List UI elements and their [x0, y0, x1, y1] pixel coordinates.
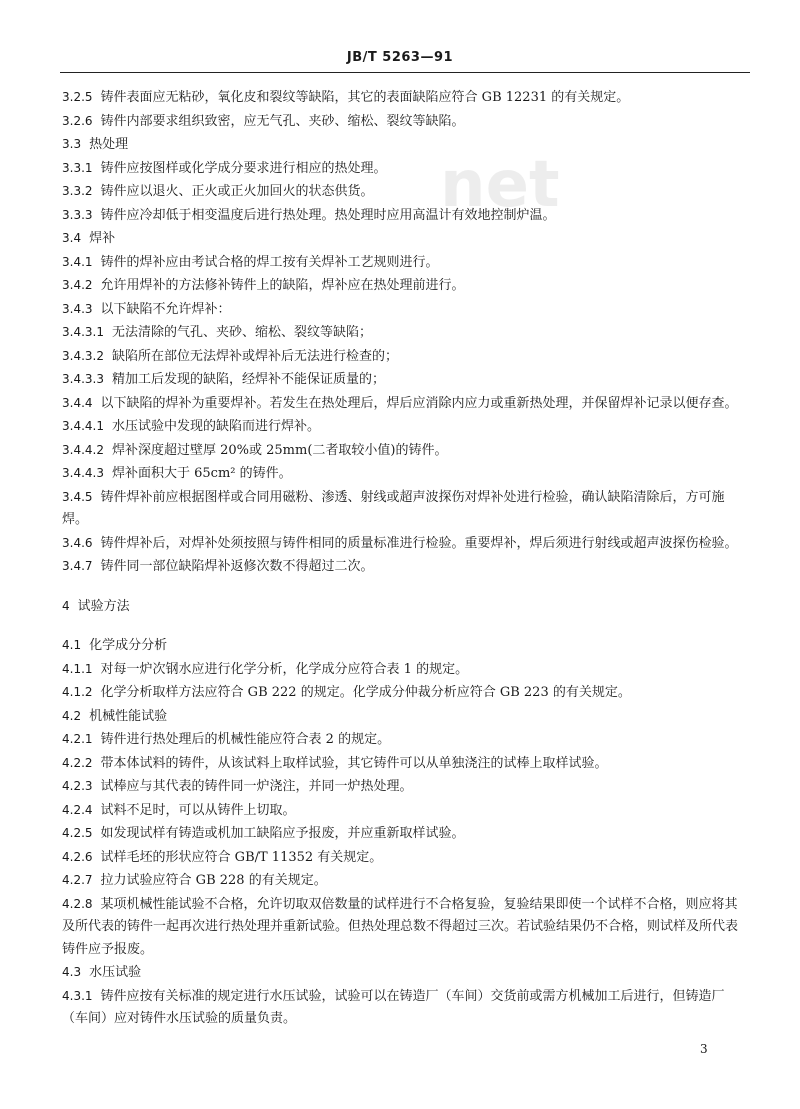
clause-paragraph: [62, 133, 750, 157]
clause-number: 4.3: [62, 965, 82, 979]
clause-number: 3.3: [62, 137, 82, 151]
clause-text: 焊补深度超过壁厚 20%或 25mm(二者取较小值)的铸件。: [111, 442, 448, 458]
clause-paragraph: [62, 462, 750, 486]
page-number: 3: [700, 1042, 708, 1056]
clause-text: 机械性能试验: [89, 708, 168, 724]
clause-paragraph: [62, 86, 750, 110]
clause-number: 3.4.2: [62, 278, 93, 292]
clause-number: 3.4.4.3: [62, 466, 104, 480]
clause-paragraph: [62, 298, 750, 322]
clause-paragraph: [62, 251, 750, 275]
clause-text: 铸件同一部位缺陷焊补返修次数不得超过二次。: [100, 559, 374, 574]
clause-paragraph: [62, 321, 750, 345]
clause-paragraph: [62, 705, 750, 729]
clause-number: 3.4.3.2: [62, 348, 104, 363]
clause-paragraph: [62, 110, 750, 134]
clause-text: 焊补面积大于 65cm² 的铸件。: [111, 466, 292, 481]
clause-text: 铸件的焊补应由考试合格的焊工按有关焊补工艺规则进行。: [100, 254, 439, 270]
clause-number: 4.2.7: [62, 873, 93, 887]
clause-text: 铸件进行热处理后的机械性能应符合表 2 的规定。: [100, 732, 391, 747]
clause-text: 水压试验: [89, 965, 142, 980]
clause-number: 3.4.5: [62, 489, 93, 504]
clause-text: 铸件应按有关标准的规定进行水压试验，试验可以在铸造厂（车间）交货前或需方机械加工后进行，但铸造厂（车间）应对铸件水压试验的质量负责。: [62, 988, 725, 1026]
header-rule: [60, 72, 750, 73]
clause-number: 3.4.1: [62, 254, 93, 269]
clause-number: 3.4.3.3: [62, 372, 104, 386]
clause-number: 4.3.1: [62, 988, 93, 1003]
clause-paragraph: [62, 728, 750, 752]
clause-paragraph: [62, 345, 750, 369]
clause-number: 4.2: [62, 708, 82, 723]
clause-text: 试棒应与其代表的铸件同一炉浇注，并同一炉热处理。: [100, 779, 413, 794]
clause-number: 3.4.4.2: [62, 442, 104, 457]
clause-paragraph: [62, 658, 750, 682]
clause-paragraph: [62, 392, 750, 416]
clause-number: 4.2.3: [62, 779, 93, 793]
clause-paragraph: [62, 595, 750, 619]
clause-paragraph: [62, 822, 750, 846]
clause-number: 4.2.5: [62, 826, 93, 840]
clause-number: 4: [62, 598, 70, 613]
clause-paragraph: [62, 985, 750, 1031]
clause-number: 3.4.3: [62, 301, 93, 316]
document-body: [62, 86, 750, 1031]
clause-paragraph: [62, 799, 750, 823]
clause-paragraph: [62, 274, 750, 298]
clause-text: 铸件焊补后，对焊补处须按照与铸件相同的质量标准进行检验。重要焊补，焊后须进行射线或超声波探伤检验。: [100, 535, 738, 551]
clause-text: 以下缺陷的焊补为重要焊补。若发生在热处理后，焊后应消除内应力或重新热处理，并保留焊补记录以便存查。: [100, 395, 738, 411]
clause-paragraph: [62, 634, 750, 658]
clause-text: 对每一炉次钢水应进行化学分析，化学成分应符合表 1 的规定。: [100, 661, 469, 677]
clause-number: 3.3.1: [62, 160, 93, 175]
clause-paragraph: [62, 555, 750, 579]
clause-number: 3.3.2: [62, 184, 93, 198]
clause-number: 3.4.6: [62, 535, 93, 550]
standard-code-header: JB/T 5263—91: [346, 50, 454, 65]
clause-paragraph: [62, 180, 750, 204]
section-gap: [62, 618, 750, 634]
clause-paragraph: [62, 846, 750, 870]
clause-text: 铸件应以退火、正火或正火加回火的状态供货。: [100, 184, 374, 199]
clause-number: 3.4.7: [62, 559, 93, 573]
clause-text: 某项机械性能试验不合格，允许切取双倍数量的试样进行不合格复验，复验结果即使一个试样不合格，则应将其及所代表的铸件一起再次进行热处理并重新试验。但热处理总数不得超过三次。若试验结果仍不合格，则试样及所代表铸件应予报废。: [62, 896, 739, 957]
clause-paragraph: [62, 415, 750, 439]
clause-paragraph: [62, 893, 750, 962]
clause-paragraph: [62, 775, 750, 799]
clause-paragraph: [62, 368, 750, 392]
watermark: net: [440, 148, 560, 222]
clause-number: 4.1: [62, 638, 82, 652]
clause-text: 铸件内部要求组织致密，应无气孔、夹砂、缩松、裂纹等缺陷。: [100, 113, 465, 129]
clause-text: 以下缺陷不允许焊补：: [100, 301, 231, 317]
clause-paragraph: [62, 486, 750, 532]
clause-number: 3.2.5: [62, 90, 93, 104]
clause-paragraph: [62, 157, 750, 181]
clause-text: 试验方法: [77, 598, 130, 614]
clause-text: 铸件应冷却低于相变温度后进行热处理。热处理时应用高温计有效地控制炉温。: [100, 207, 556, 223]
clause-text: 化学分析取样方法应符合 GB 222 的规定。化学成分仲裁分析应符合 GB 223 的有关规定。: [100, 685, 631, 700]
section-gap: [62, 579, 750, 595]
clause-text: 无法清除的气孔、夹砂、缩松、裂纹等缺陷；: [111, 325, 372, 340]
clause-text: 铸件焊补前应根据图样或合同用磁粉、渗透、射线或超声波探伤对焊补处进行检验，确认缺陷清除后，方可施焊。: [62, 489, 725, 527]
clause-text: 焊补: [89, 231, 116, 246]
clause-text: 拉力试验应符合 GB 228 的有关规定。: [100, 873, 327, 888]
clause-paragraph: [62, 227, 750, 251]
clause-paragraph: [62, 752, 750, 776]
clause-text: 铸件表面应无粘砂，氧化皮和裂纹等缺陷，其它的表面缺陷应符合 GB 12231 的有关规定。: [100, 90, 630, 105]
clause-text: 热处理: [89, 137, 129, 152]
clause-number: 3.3.3: [62, 207, 93, 222]
clause-text: 试样毛坯的形状应符合 GB/T 11352 有关规定。: [100, 849, 383, 865]
clause-text: 允许用焊补的方法修补铸件上的缺陷，焊补应在热处理前进行。: [100, 278, 465, 293]
clause-text: 水压试验中发现的缺陷而进行焊补。: [111, 419, 320, 434]
clause-number: 4.2.2: [62, 755, 93, 770]
clause-number: 4.1.1: [62, 661, 93, 676]
clause-text: 如发现试样有铸造或机加工缺陷应予报废，并应重新取样试验。: [100, 826, 465, 841]
clause-text: 试料不足时，可以从铸件上切取。: [100, 802, 296, 818]
clause-paragraph: [62, 681, 750, 705]
clause-number: 3.4.4: [62, 395, 93, 410]
clause-number: 3.4.3.1: [62, 325, 104, 339]
clause-paragraph: [62, 961, 750, 985]
clause-text: 缺陷所在部位无法焊补或焊补后无法进行检查的；: [111, 348, 398, 364]
clause-number: 4.2.4: [62, 802, 93, 817]
clause-paragraph: [62, 204, 750, 228]
clause-text: 带本体试料的铸件，从该试料上取样试验，其它铸件可以从单独浇注的试棒上取样试验。: [100, 755, 608, 771]
clause-text: 化学成分分析: [89, 638, 168, 653]
clause-number: 3.4: [62, 231, 82, 245]
clause-text: 铸件应按图样或化学成分要求进行相应的热处理。: [100, 160, 387, 176]
clause-number: 4.1.2: [62, 685, 93, 699]
clause-paragraph: [62, 439, 750, 463]
clause-number: 4.2.6: [62, 849, 93, 864]
clause-text: 精加工后发现的缺陷，经焊补不能保证质量的；: [111, 372, 385, 387]
clause-number: 4.2.1: [62, 732, 93, 746]
clause-paragraph: [62, 532, 750, 556]
clause-paragraph: [62, 869, 750, 893]
clause-number: 4.2.8: [62, 896, 93, 911]
clause-number: 3.4.4.1: [62, 419, 104, 433]
clause-number: 3.2.6: [62, 113, 93, 128]
